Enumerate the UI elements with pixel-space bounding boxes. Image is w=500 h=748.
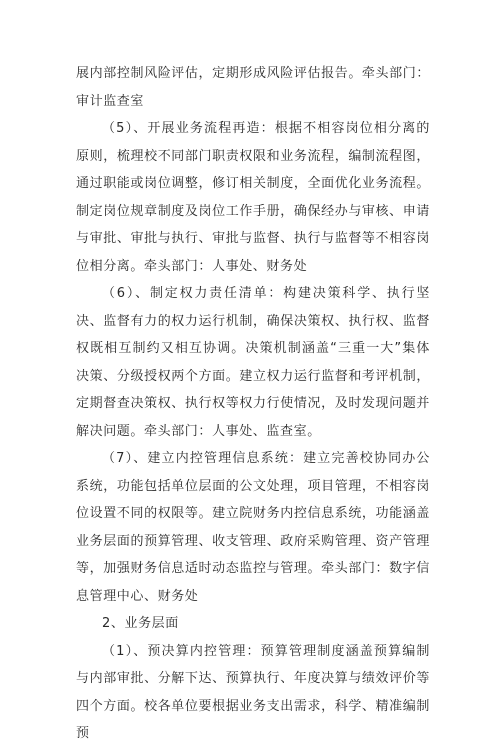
paragraph-1: 展内部控制风险评估，定期形成风险评估报告。牵头部门：审计监查室 <box>76 66 430 109</box>
paragraph-5: （1）、预决算内控管理：预算管理制度涵盖预算编制与内部审批、分解下达、预算执行、年度决算与绩效评价等四个方面。校各单位要根据业务支出需求，科学、精准编制预 <box>76 643 430 741</box>
paragraph-2: （5）、开展业务流程再造：根据不相容岗位相分离的原则，梳理校不同部门职责权限和业务流程，编制流程图，通过职能或岗位调整，修订相关制度，全面优化业务流程。制定岗位规章制度及岗位工作手册，确保经办与审核、申请与审批、审批与执行、审批与监督、执行与监督等不相容岗位相分离。牵头部门：人事处、财务处 <box>76 121 430 274</box>
paragraph-3: （6）、制定权力责任清单：构建决策科学、执行坚决、监督有力的权力运行机制，确保决策权、执行权、监督权既相互制约又相互协调。决策机制涵盖“三重一大”集体决策、分级授权两个方面。建立权力运行监督和考评机制，定期督查决策权、执行权等权力行使情况，及时发现问题并解决问题。牵头部门：人事处、监查室。 <box>76 286 430 439</box>
section-heading: 2、业务层面 <box>102 616 179 631</box>
document-body <box>76 60 430 748</box>
paragraph-4: （7）、建立内控管理信息系统：建立完善校协同办公系统，功能包括单位层面的公文处理，项目管理，不相容岗位设置不同的权限等。建立院财务内控信息系统，功能涵盖业务层面的预算管理、收支管理、政府采购管理、资产管理等，加强财务信息适时动态监控与管理。牵头部门：数字信息管理中心、财务处 <box>76 451 430 604</box>
